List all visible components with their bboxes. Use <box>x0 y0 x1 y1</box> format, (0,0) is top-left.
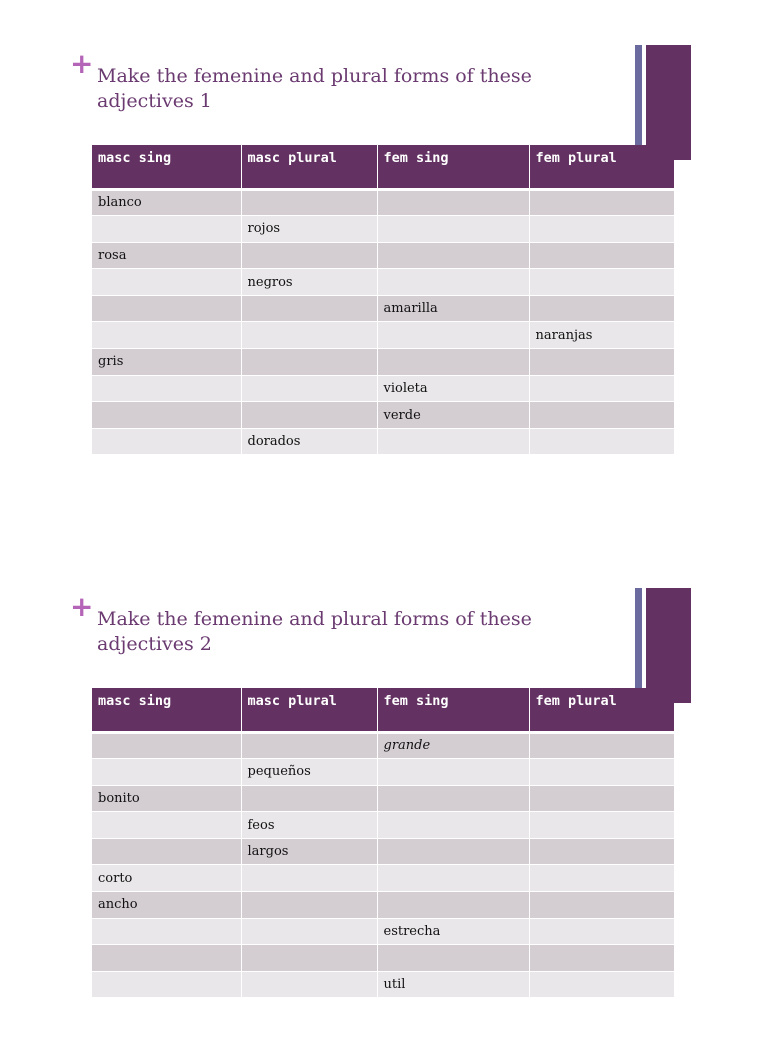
table-cell[interactable]: blanco <box>92 189 241 216</box>
table-cell[interactable] <box>92 759 241 786</box>
table-cell[interactable] <box>377 216 529 243</box>
table-cell[interactable] <box>92 732 241 759</box>
header-masc-sing: masc sing <box>92 145 241 189</box>
table-cell[interactable] <box>92 402 241 429</box>
table-row <box>92 865 674 892</box>
table-cell[interactable] <box>377 242 529 269</box>
table-cell[interactable] <box>92 269 241 296</box>
header-masc-plural: masc plural <box>241 145 377 189</box>
table-cell[interactable]: largos <box>241 838 377 865</box>
table-cell[interactable]: bonito <box>92 785 241 812</box>
table-cell[interactable]: dorados <box>241 428 377 455</box>
table-cell[interactable]: rosa <box>92 242 241 269</box>
table-cell[interactable] <box>377 269 529 296</box>
table-cell[interactable] <box>92 375 241 402</box>
table-cell[interactable] <box>377 428 529 455</box>
table-cell[interactable] <box>241 892 377 919</box>
table-cell[interactable] <box>529 242 674 269</box>
table-cell[interactable]: naranjas <box>529 322 674 349</box>
plus-icon: + <box>70 47 94 80</box>
table-cell[interactable]: gris <box>92 349 241 376</box>
header-fem-plural: fem plural <box>529 688 674 732</box>
table-cell[interactable] <box>529 402 674 429</box>
table-row <box>92 295 674 322</box>
table-cell[interactable] <box>529 865 674 892</box>
accent-bar-thin <box>635 588 642 688</box>
table-cell[interactable]: estrecha <box>377 918 529 945</box>
table-row <box>92 269 674 296</box>
table-cell[interactable] <box>241 785 377 812</box>
table-cell[interactable] <box>529 732 674 759</box>
accent-bar-block <box>646 45 691 160</box>
table-cell[interactable] <box>377 892 529 919</box>
table-cell[interactable] <box>241 349 377 376</box>
table-cell[interactable] <box>241 865 377 892</box>
table-cell[interactable] <box>241 295 377 322</box>
table-cell[interactable] <box>529 759 674 786</box>
table-cell[interactable]: negros <box>241 269 377 296</box>
table-cell[interactable] <box>377 759 529 786</box>
table-cell[interactable] <box>377 945 529 972</box>
table-row <box>92 375 674 402</box>
table-cell[interactable] <box>241 402 377 429</box>
header-fem-plural: fem plural <box>529 145 674 189</box>
table-cell[interactable] <box>92 428 241 455</box>
table-row <box>92 812 674 839</box>
table-cell[interactable] <box>377 349 529 376</box>
table-cell[interactable] <box>529 428 674 455</box>
table-cell[interactable] <box>529 269 674 296</box>
table-row <box>92 402 674 429</box>
table-cell[interactable] <box>92 971 241 998</box>
adjectives-table <box>92 145 674 455</box>
table-cell[interactable] <box>529 785 674 812</box>
slide-2 <box>0 543 768 1043</box>
table-cell[interactable] <box>529 812 674 839</box>
header-fem-sing: fem sing <box>377 688 529 732</box>
table-cell[interactable] <box>529 918 674 945</box>
table-row <box>92 918 674 945</box>
table-cell[interactable] <box>529 189 674 216</box>
table-row <box>92 945 674 972</box>
table-cell[interactable] <box>241 918 377 945</box>
table-cell[interactable]: ancho <box>92 892 241 919</box>
table-row <box>92 349 674 376</box>
table-cell[interactable]: pequeños <box>241 759 377 786</box>
table-cell[interactable]: verde <box>377 402 529 429</box>
accent-bar-thin <box>635 45 642 145</box>
table-cell[interactable] <box>529 216 674 243</box>
table-row <box>92 971 674 998</box>
table-row <box>92 759 674 786</box>
table-cell[interactable] <box>529 971 674 998</box>
adjectives-table <box>92 688 674 998</box>
table-cell[interactable] <box>529 945 674 972</box>
table-cell[interactable] <box>377 812 529 839</box>
table-cell[interactable] <box>529 349 674 376</box>
table-cell[interactable] <box>92 918 241 945</box>
table-cell[interactable]: corto <box>92 865 241 892</box>
table-cell[interactable] <box>92 812 241 839</box>
table-cell[interactable] <box>92 322 241 349</box>
table-cell[interactable]: violeta <box>377 375 529 402</box>
table-cell[interactable] <box>92 838 241 865</box>
table-cell[interactable] <box>377 785 529 812</box>
table-cell[interactable] <box>529 838 674 865</box>
table-row <box>92 322 674 349</box>
table-cell[interactable] <box>241 732 377 759</box>
header-fem-sing: fem sing <box>377 145 529 189</box>
table-cell[interactable] <box>377 189 529 216</box>
table-cell[interactable]: util <box>377 971 529 998</box>
table-row <box>92 428 674 455</box>
table-cell[interactable] <box>529 375 674 402</box>
slide-title: Make the femenine and plural forms of these adjectives 2 <box>97 608 532 655</box>
table-cell[interactable] <box>241 945 377 972</box>
table-row <box>92 189 674 216</box>
table-row <box>92 892 674 919</box>
table-cell[interactable] <box>241 189 377 216</box>
table-cell[interactable]: rojos <box>241 216 377 243</box>
table-cell[interactable] <box>92 295 241 322</box>
header-row <box>92 688 674 732</box>
table-row <box>92 242 674 269</box>
table-cell[interactable] <box>241 375 377 402</box>
table-cell[interactable]: feos <box>241 812 377 839</box>
table-cell[interactable] <box>529 295 674 322</box>
header-masc-sing: masc sing <box>92 688 241 732</box>
table-cell[interactable] <box>377 322 529 349</box>
slide-1 <box>0 0 768 500</box>
table-cell[interactable] <box>241 971 377 998</box>
table-cell[interactable] <box>529 892 674 919</box>
table-row <box>92 785 674 812</box>
table-cell[interactable] <box>377 838 529 865</box>
table-cell[interactable] <box>241 322 377 349</box>
accent-bar-block <box>646 588 691 703</box>
table-cell[interactable] <box>241 242 377 269</box>
table-cell[interactable] <box>92 216 241 243</box>
header-masc-plural: masc plural <box>241 688 377 732</box>
table-row <box>92 838 674 865</box>
slide-title: Make the femenine and plural forms of these adjectives 1 <box>97 65 532 112</box>
header-row <box>92 145 674 189</box>
plus-icon: + <box>70 590 94 623</box>
table-cell[interactable]: amarilla <box>377 295 529 322</box>
table-cell[interactable]: grande <box>377 732 529 759</box>
table-row <box>92 216 674 243</box>
table-row <box>92 732 674 759</box>
table-cell[interactable] <box>92 945 241 972</box>
table-cell[interactable] <box>377 865 529 892</box>
